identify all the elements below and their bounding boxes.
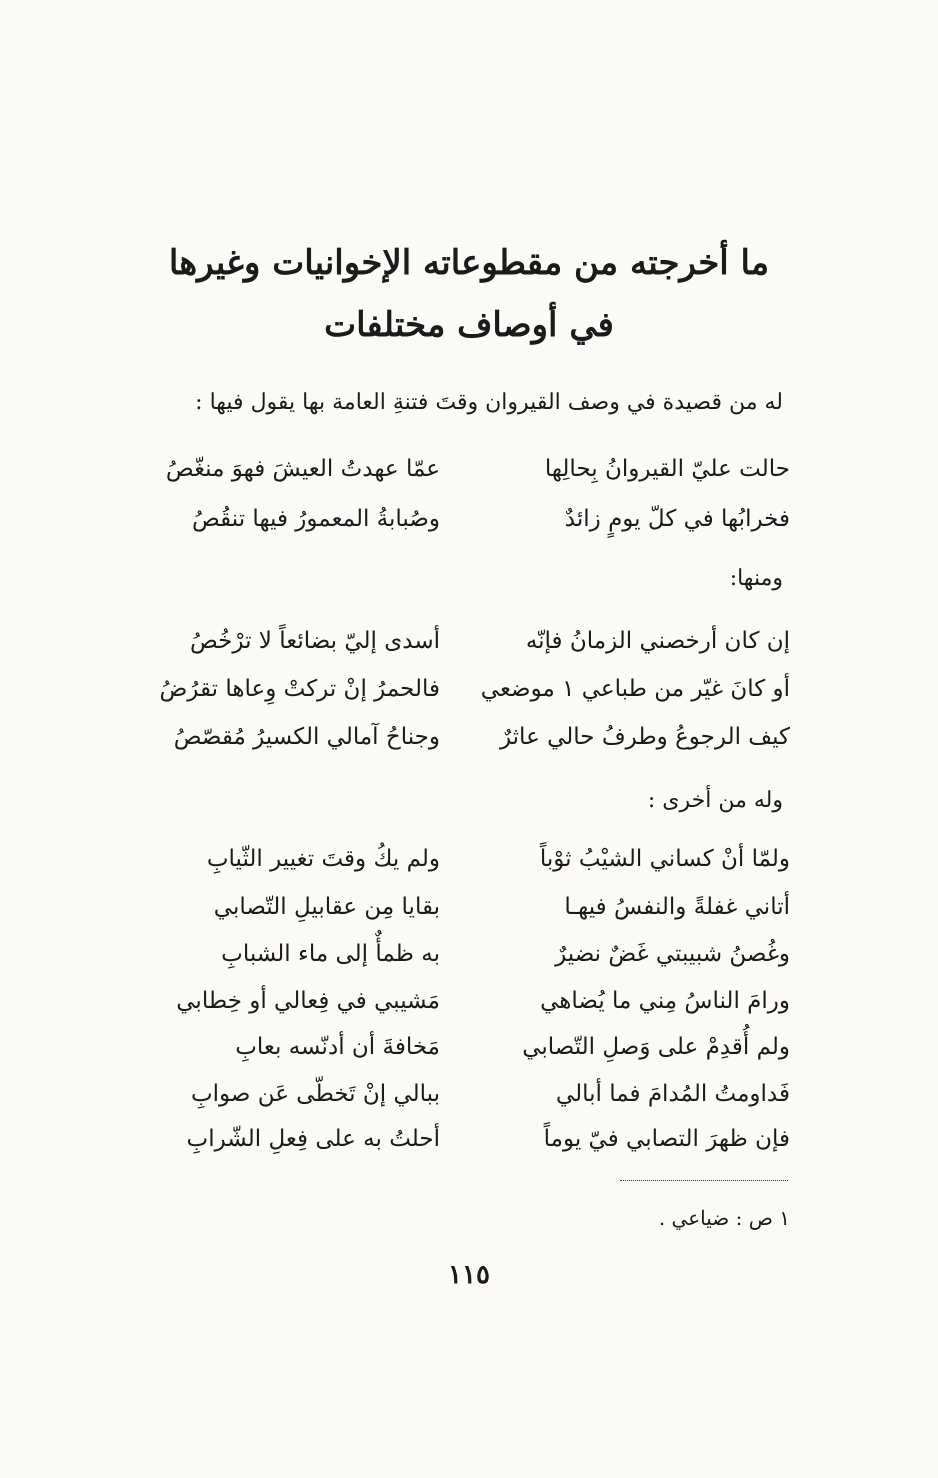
- verse-second-hemistich: أحلتُ به على فِعلِ الشّرابِ: [186, 1126, 440, 1152]
- verse-row: [0, 1036, 938, 1084]
- verse-second-hemistich: وصُبابةُ المعمورُ فيها تنقُصُ: [191, 506, 440, 532]
- section-subheading: وله من أخرى :: [647, 788, 783, 813]
- verse-row: [0, 630, 938, 678]
- page-title-line-2: في أوصاف مختلفات: [324, 305, 614, 345]
- verse-first-hemistich: حالت عليّ القيروانُ بِحالِها: [544, 456, 790, 482]
- footnote-separator: [620, 1180, 788, 1181]
- verse-row: [0, 1128, 938, 1176]
- verse-second-hemistich: مَخافةَ أن أدنّسه بعابِ: [235, 1034, 440, 1060]
- verse-second-hemistich: وجناحُ آمالي الكسيرُ مُقصّصُ: [173, 724, 440, 750]
- intro-paragraph: له من قصيدة في وصف القيروان وقتَ فتنةِ العامة بها يقول فيها :: [195, 390, 783, 415]
- section-subheading: ومنها:: [729, 566, 783, 591]
- verse-second-hemistich: أسدى إليّ بضائعاً لا ترْخُصُ: [189, 628, 440, 654]
- verse-first-hemistich: فإن ظهرَ التصابي فيّ يوماً: [543, 1126, 790, 1152]
- verse-row: [0, 943, 938, 991]
- verse-first-hemistich: ولم أُقدِمْ على وَصلِ التّصابي: [522, 1034, 790, 1060]
- verse-row: [0, 458, 938, 506]
- verse-row: [0, 896, 938, 944]
- verse-first-hemistich: أتاني غفلةً والنفسُ فيهـا: [564, 894, 790, 920]
- verse-second-hemistich: به ظمأٌ إلى ماء الشبابِ: [221, 941, 440, 967]
- verse-row: [0, 726, 938, 774]
- verse-first-hemistich: وغُصنُ شبيبتي غَضٌ نضيرٌ: [555, 941, 790, 967]
- verse-row: [0, 1083, 938, 1131]
- verse-second-hemistich: ولم يكُ وقتَ تغيير الثّيابِ: [206, 846, 440, 872]
- verse-first-hemistich: فَداومتُ المُدامَ فما أبالي: [555, 1081, 790, 1107]
- page-title-line-1: ما أخرجته من مقطوعاته الإخوانيات وغيرها: [168, 243, 770, 283]
- verse-second-hemistich: فالحمرُ إنْ تركتْ وِعاها تقرُضُ: [159, 676, 440, 702]
- verse-row: [0, 508, 938, 556]
- page-number: ١١٥: [448, 1260, 490, 1290]
- footnote: ١ ص : ضياعي .: [658, 1206, 790, 1230]
- verse-first-hemistich: ولمّا أنْ كساني الشيْبُ ثوْباً: [539, 846, 790, 872]
- verse-first-hemistich: ورامَ الناسُ مِني ما يُضاهي: [540, 988, 790, 1014]
- verse-second-hemistich: ببالي إنْ تَخطّى عَن صوابِ: [190, 1081, 440, 1107]
- verse-second-hemistich: عمّا عهدتُ العيشَ فهوَ منغّصُ: [165, 456, 440, 482]
- verse-row: [0, 990, 938, 1038]
- verse-first-hemistich: فخرابُها في كلّ يومٍ زائدٌ: [564, 506, 790, 532]
- verse-row: [0, 678, 938, 726]
- verse-first-hemistich: كيف الرجوعُ وطرفُ حالي عاثرٌ: [499, 724, 790, 750]
- verse-row: [0, 848, 938, 896]
- verse-second-hemistich: بقايا مِن عقابيلِ التّصابي: [213, 894, 440, 920]
- verse-first-hemistich: أو كانَ غيّر من طباعي ١ موضعي: [480, 676, 790, 702]
- verse-second-hemistich: مَشيبي في فِعالي أو خِطابي: [176, 988, 440, 1014]
- verse-first-hemistich: إن كان أرخصني الزمانُ فإنّه: [525, 628, 790, 654]
